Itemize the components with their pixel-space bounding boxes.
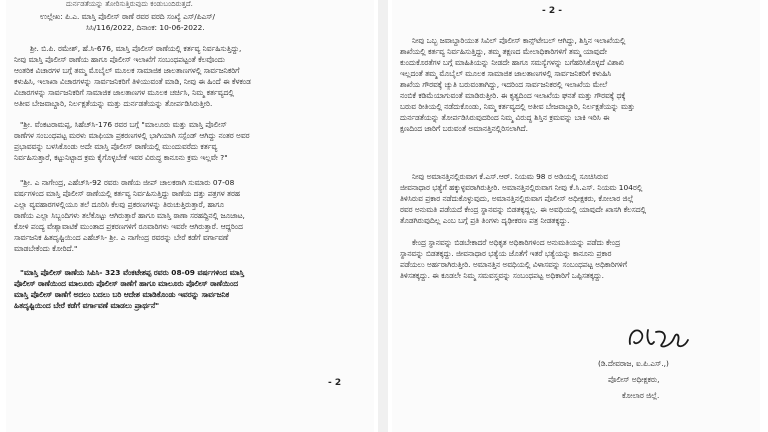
right-para1-line-5: ಶಾಖೆಯ ಗೌರವಕ್ಕೆ ಚ್ಯುತಿ ಬರುವಂತಾಗಿದ್ದು, ಇದರಿಂದ ಸಾರ್ವಜನಿಕರಲ್ಲಿ ಇಲಾಖೆಯ ಮೇಲೆ <box>400 80 608 89</box>
reference-line-1: ಉಲ್ಲೇಖ: ಪಿ.ಎ. ಮಾಸ್ತಿ ಪೊಲೀಸ್ ಠಾಣೆ ರವರ ವರದಿ ಸಂಖ್ಯೆ ಎಸ್/ಪಿಎಸ್/ <box>40 12 216 21</box>
right-para3-line-3: ಪಡೆಯಲು ಅರ್ಹರಾಗಿರುತ್ತೀರಿ. ಅಮಾನತ್ತಿನ ಅವಧಿಯಲ್ಲಿ ವಿಳಾಸವನ್ನು ಸಂಬಂಧಪಟ್ಟ ಅಧಿಕಾರಿಗಳಿಗೆ <box>400 260 628 269</box>
right-para3-line-1: ಕೇಂದ್ರ ಸ್ಥಾನವನ್ನು ಬಿಡಬೇಕಾದರೆ ಅಧಿಕೃತ ಅಧಿಕಾರಿಗಳಿಂದ ಅನುಮತಿಯನ್ನು ಪಡೆದು ಕೇಂದ್ರ <box>412 238 621 247</box>
right-para1-line-9: ಕ್ಷಣದಿಂದ ಜಾರಿಗೆ ಬರುವಂತೆ ಅಮಾನತ್ತಿನಲ್ಲಿರಿಸಲಾಗಿದೆ. <box>400 124 528 133</box>
left-page-number: - 2 <box>328 378 342 388</box>
right-page <box>392 0 760 432</box>
quote1-line-1: "ಶ್ರೀ. ವೆಂಕಟರಾಮಪ್ಪ, ಸಿಹೆಚ್‌ಸಿ-176 ರವರ ಬಗ್ಗೆ "ಮಾಲೂರು ಮತ್ತು ಮಾಸ್ತಿ ಪೊಲೀಸ್ <box>20 120 227 129</box>
right-para2-line-4: ರವರ ಅನುಮತಿ ಪಡೆಯದೆ ಕೇಂದ್ರ ಸ್ಥಾನವನ್ನು ಬಿಡತಕ್ಕದ್ದಲ್ಲ. ಈ ಅವಧಿಯಲ್ಲಿ ಯಾವುದೇ ಖಾಸಗಿ ಕೆಲಸದಲ್ಲಿ <box>400 205 647 214</box>
right-para2-line-5: ತೊಡಗಿರುವುದಿಲ್ಲ ಎಂಬ ಬಗ್ಗೆ ಪ್ರತಿ ತಿಂಗಳು ದೃಢೀಕರಣ ಪತ್ರ ನೀಡತಕ್ಕದ್ದು. <box>400 216 570 225</box>
quote2-line-6: ಸಾರ್ವಜನಿಕ ಹಿತದೃಷ್ಟಿಯಿಂದ ಎಹೆಚ್‌ಸಿ- ಶ್ರೀ. ಎ ನಾಗೇಂದ್ರ ರವರನ್ನು ಬೇರೆ ಕಡೆಗೆ ವರ್ಗಾವಣೆ <box>14 233 229 242</box>
left-para1-line-5: ವಿಚಾರಗಳನ್ನು ಸಾರ್ವಜನಿಕರಿಗೆ ಸಾಮಾಜಿಕ ಜಾಲತಾಣಗಳ ಮೂಲಕ ಚರ್ಚಿಸಿ, ನಿಮ್ಮ ಕರ್ತವ್ಯದಲ್ಲಿ <box>14 88 234 97</box>
quote1-line-2: ಠಾಣೆಗಳ ಸಂಬಂಧಪಟ್ಟ ಮರಳು ಮಾಫಿಯಾ ಪ್ರಕರಣಗಳಲ್ಲಿ ಭಾಗಿಯಾಗಿ ಸಸ್ಪೆಂಡ್ ಆಗಿದ್ದು ನಂತರ ಅವರ <box>14 131 250 140</box>
quote2-line-5: ಕೋಳಿ ಪಂದ್ಯ ವೇಶ್ಯಾವಾಟಿಕೆ ಮುಂತಾದ ಪ್ರಕರಣಗಳಿಗೆ ರೂವಾರಿಗಳು ಇವರೇ ಆಗಿರುತ್ತಾರೆ. ಆದ್ದರಿಂದ <box>14 222 243 231</box>
right-para1-line-4: ಇಲ್ಲದಂತೆ ತಮ್ಮ ಮೊಬೈಲ್ ಮೂಲಕ ಸಾಮಾಜಿಕ ಜಾಲತಾಣಗಳಲ್ಲಿ ಸಾರ್ವಜನಿಕರಿಗೆ ಕಳುಹಿಸಿ <box>400 69 612 78</box>
quote1-line-3: ಪ್ರಭಾವವನ್ನು ಬಳಸಿಕೊಂಡು ಅದೇ ಮಾಸ್ತಿ ಪೊಲೀಸ್ ಠಾಣೆಯಲ್ಲಿ ಮುಂದುವರೆದು ಕರ್ತವ್ಯ <box>14 142 218 151</box>
right-para2-line-1: ನೀವು ಅಮಾನತ್ತಿನಲ್ಲಿರುವಾಗ ಕೆ.ಎಸ್.ಆರ್. ನಿಯಮ 98 ರ ಅಡಿಯಲ್ಲಿ ಸೂಚಿಸಿರುವ <box>412 172 609 181</box>
quote3-line-3: ಮಾಸ್ತಿ ಪೊಲೀಸ್ ಠಾಣೆಗೆ ಅದಲು ಬದಲು ಬರಿ ಆದೇಶ ಮಾಡಿಕೊಂಡು ಇವರನ್ನು ಸಾರ್ವಜನಿಕ <box>14 290 230 299</box>
quote2-line-2: ವರ್ಷಗಳಿಂದ ಮಾಸ್ತಿ ಪೊಲೀಸ್ ಠಾಣೆಯಲ್ಲಿ ಕರ್ತವ್ಯ ನಿರ್ವಹಿಸುತ್ತಿದ್ದು ಠಾಣೆಯ ದತ್ತು ಪತ್ರಗಳ ತರಹ <box>14 189 240 198</box>
handwritten-signature <box>624 322 694 354</box>
reference-line-2: ಸಿಸಿ/116/2022, ದಿನಾಂಕ: 10-06-2022. <box>86 23 205 32</box>
left-top-fragment: ದುರ್ನಡತೆಯನ್ನು ತೋರಿಸುತ್ತಿರುವುದು ಕಂಡುಬಂದಿರುತ್ತದೆ. <box>66 0 193 8</box>
quote3-line-1: "ಮಾಸ್ತಿ ಪೊಲೀಸ್ ಠಾಣೆಯ ಸಿಪಿಸಿ- 323 ವೆಂಕಟೇಶಪ್ಪ ರವರು 08-09 ವರ್ಷಗಳಿಂದ ಮಾಸ್ತಿ <box>20 268 244 277</box>
right-para1-line-1: ನೀವು ಒಬ್ಬ ಜವಾಬ್ದಾರಿಯುತ ಸಿವಿಲ್ ಪೊಲೀಸ್ ಕಾನ್ಸ್‌ಟೇಬಲ್ ಆಗಿದ್ದು, ಶಿಸ್ತಿನ ಇಲಾಖೆಯಲ್ಲಿ <box>412 36 626 45</box>
left-para1-line-2: ನೀವು ಮಾಸ್ತಿ ಪೊಲೀಸ್ ಠಾಣೆಯ ಹಾಗೂ ಪೊಲೀಸ್ ಇಲಾಖೆಗೆ ಸಂಬಂಧಪಟ್ಟಂತೆ ಕೆಲವೊಂದು <box>14 55 225 64</box>
left-para1-line-4: ಕಳುಹಿಸಿ, ಇಲಾಖಾ ವಿಚಾರಗಳನ್ನು ಸಾರ್ವಜನಿಕರಿಗೆ ತಿಳಿಯುವಂತೆ ಮಾಡಿ, ನೀವು ಈ ಹಿಂದೆ ಈ ಕೆಳಕಂಡ <box>14 77 251 86</box>
right-para1-line-2: ಶಾಖೆಯಲ್ಲಿ ಕರ್ತವ್ಯ ನಿರ್ವಹಿಸುತ್ತಿದ್ದು, ತಮ್ಮ ತಕ್ಷಣದ ಮೇಲಾಧಿಕಾರಿಗಳಿಗೆ ತಮ್ಮ ಯಾವುದೇ <box>400 47 607 56</box>
right-para1-line-8: ದುರ್ನಡತೆಯನ್ನು ತೋರ್ಪಡಿಸಿರುವುದರಿಂದ ನಿಮ್ಮ ವಿರುದ್ಧ ಶಿಸ್ತಿನ ಕ್ರಮವನ್ನು ಬಾಕಿ ಇರಿಸಿ ಈ <box>400 113 610 122</box>
signatory-place: ಕೋಲಾರ ಜಿಲ್ಲೆ. <box>622 391 660 400</box>
right-para3-line-4: ತಿಳಿಸತಕ್ಕದ್ದು. ಈ ಕೂಡಲೇ ನಿಮ್ಮ ಸಮವಸ್ತ್ರವನ್ನು ಸಂಬಂಧಪಟ್ಟ ಅಧಿಕಾರಿಗೆ ಒಪ್ಪಿಸತಕ್ಕದ್ದು. <box>400 271 605 280</box>
right-para1-line-7: ಬರುವ ರೀತಿಯಲ್ಲಿ ನಡೆದುಕೊಂಡು, ನಿಮ್ಮ ಕರ್ತವ್ಯದಲ್ಲಿ ಅತೀವ ಬೇಜವಾಬ್ದಾರಿ, ನಿರ್ಲಕ್ಷತೆಯನ್ನು ಮತ್ತು <box>400 102 635 111</box>
quote2-line-7: ಮಾಡಬೇಕೆಂದು ಕೋರಿದೆ." <box>14 244 78 253</box>
quote2-line-3: ಎಲ್ಲಾ ವ್ಯವಹಾರಗಳಲ್ಲಿಯೂ ತಲೆ ದೂರಿಸಿ ಕೆಲವು ಪ್ರಕರಣಗಳನ್ನು ತಿರುಚುತ್ತಿರುತ್ತಾರೆ, ಹಾಗೂ <box>14 200 224 209</box>
right-para2-line-2: ಜೀವನಾಧಾರ ಭತ್ಯೆಗೆ ಹಕ್ಕುಳ್ಳವರಾಗಿರುತ್ತೀರಿ. ಅಮಾನತ್ತಿನಲ್ಲಿರುವಾಗ ನೀವು ಕೆ.ಸಿ.ಎಸ್. ನಿಯಮ 104ರಲ್ಲಿ <box>400 183 643 192</box>
left-para1-line-3: ಆಂತರಿಕ ವಿಚಾರಗಳ ಬಗ್ಗೆ ತಮ್ಮ ಮೊಬೈಲ್ ಮೂಲಕ ಸಾಮಾಜಿಕ ಜಾಲತಾಣಗಳಲ್ಲಿ ಸಾರ್ವಜನಿಕರಿಗೆ <box>14 66 240 75</box>
quote2-line-1: "ಶ್ರೀ. ಎ ನಾಗೇಂದ್ರ, ಎಹೆಚ್‌ಸಿ-92 ರವರು ಠಾಣೆಯ ಜೀಪ್ ಚಾಲಕರಾಗಿ ಸುಮಾರು 07-08 <box>20 178 235 187</box>
signatory-designation: ಪೊಲೀಸ್ ಅಧೀಕ್ಷಕರು, <box>608 375 660 384</box>
right-para2-line-3: ತಿಳಿಸಿರುವ ಪ್ರಕಾರ ನಡೆದುಕೊಳ್ಳುವುದು, ಅಮಾನತ್ತಿನಲ್ಲಿರುವಾಗ ಪೊಲೀಸ್ ಅಧೀಕ್ಷಕರು, ಕೋಲಾರ ಜಿಲ್ಲೆ <box>400 194 634 203</box>
right-para3-line-2: ಸ್ಥಾನವನ್ನು ಬಿಡತಕ್ಕದ್ದು. ಜೀವನಾಧಾರ ಭತ್ಯೆಯ ಜೊತೆಗೆ ಇತರೆ ಭತ್ಯೆಯನ್ನು ಕಾನೂನು ಪ್ರಕಾರ <box>400 249 612 258</box>
right-para1-line-6: ನಂಬಿಕೆ ಕಡಿಮೆಯಾಗುವಂತೆ ಮಾಡಿರುತ್ತೀರಿ. ಈ ಕೃತ್ಯದಿಂದ ಇಲಾಖೆಯ ಘನತೆ ಮತ್ತು ಗೌರವಕ್ಕೆ ಧಕ್ಕೆ <box>400 91 626 100</box>
quote2-line-4: ಠಾಣೆಯ ಎಲ್ಲಾ ಸಿಬ್ಬಂದಿಗಳು ತಲೆಕೊಟ್ಟು ಆಗಿರುತ್ತಾರೆ ಹಾಗೂ ಮಾಸ್ತಿ ಠಾಣಾ ಸರಹದ್ದಿನಲ್ಲಿ ಜೂಜಾಟ, <box>14 211 245 220</box>
right-para1-line-3: ಕುಂದುಕೊರತೆಗಳ ಬಗ್ಗೆ ಮಾಹಿತಿಯನ್ನು ನೀಡದೇ ಹಾಗೂ ಸಮಸ್ಯೆಗಳನ್ನು ಬಗೆಹರಿಸಿಕೊಳ್ಳದೆ ವಿಶಾಖಿ <box>400 58 624 67</box>
left-page <box>6 0 374 432</box>
signatory-name: (ಡಿ.ದೇವರಾಜ, ಐ.ಪಿ.ಎಸ್.,) <box>598 359 669 368</box>
page-gutter <box>378 0 388 432</box>
quote3-line-2: ಪೊಲೀಸ್ ಠಾಣೆಯಿಂದ ಮಾಲೂರು ಪೊಲೀಸ್ ಠಾಣೆಗೆ ಹಾಗೂ ಮಾಲೂರು ಪೊಲೀಸ್ ಠಾಣೆಯಿಂದ <box>14 279 239 288</box>
right-page-number: - 2 - <box>542 6 562 16</box>
left-para1-line-1: ಶ್ರೀ. ಬಿ.ಪಿ. ರಮೇಶ್, ಹೆ.ಸಿ-676, ಮಾಸ್ತಿ ಪೊಲೀಸ್ ಠಾಣೆಯಲ್ಲಿ ಕರ್ತವ್ಯ ನಿರ್ವಹಿಸುತ್ತಿದ್ದು, <box>30 44 242 53</box>
left-para1-line-6: ಅತೀವ ಬೇಜವಾಬ್ದಾರಿ, ನಿರ್ಲಕ್ಷತೆಯನ್ನು ಮತ್ತು ದುರ್ನಡತೆಯನ್ನು ತೋರ್ಪಡಿಸಿರುತ್ತೀರಿ. <box>14 99 213 108</box>
quote3-line-4: ಹಿತದೃಷ್ಟಿಯಿಂದ ಬೇರೆ ಕಡೆಗೆ ವರ್ಗಾವಣೆ ಮಾಡಲು ಪ್ರಾರ್ಥನೆ" <box>14 301 160 310</box>
quote1-line-4: ನಿರ್ವಹಿಸುತ್ತಾರೆ, ಕಟ್ಟುನಿಟ್ಟಾದ ಕ್ರಮ ಕೈಗೊಳ್ಳಬೇಕೆ ಇವರ ವಿರುದ್ಧ ಕಾನೂನು ಕ್ರಮ ಇಲ್ಲವೇ ?" <box>14 153 228 162</box>
